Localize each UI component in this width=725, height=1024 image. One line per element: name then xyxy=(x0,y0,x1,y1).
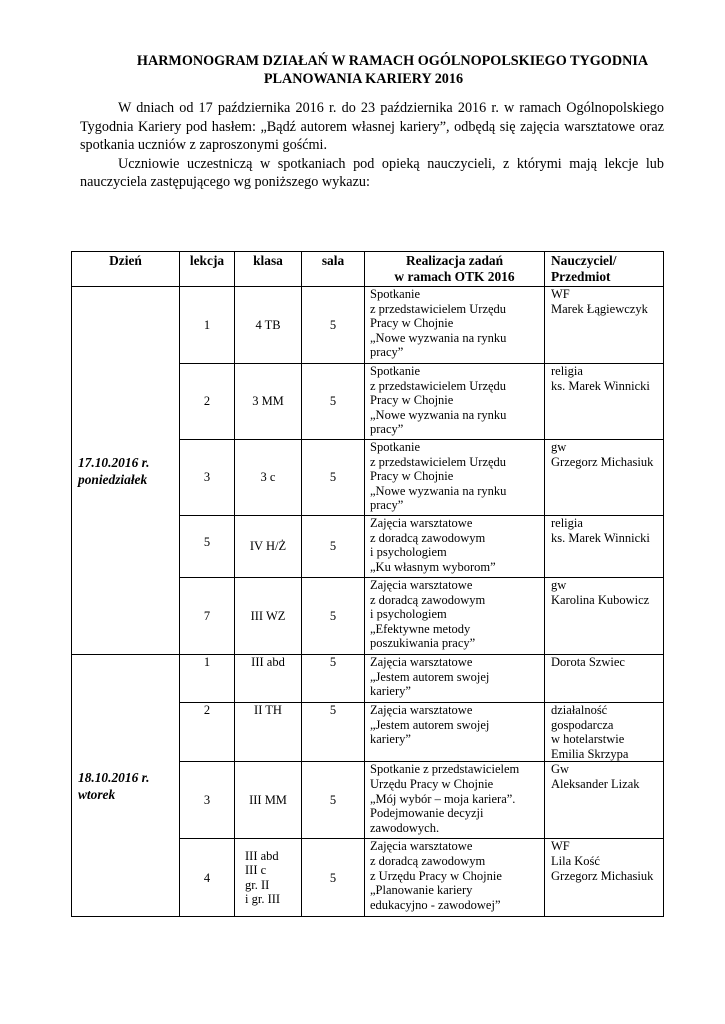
intro-paragraph-2: Uczniowie uczestniczą w spotkaniach pod opieką nauczycieli, z którymi mają lekcje lub nauczyciela zastępującego wg poniższego wykazu: xyxy=(80,155,664,190)
task-cell: Spotkanie z przedstawicielem Urzędu Pracy w Chojnie „Nowe wyzwania na rynku pracy” xyxy=(365,364,545,440)
task-cell: Zajęcia warsztatowe „Jestem autorem swojej kariery” xyxy=(365,703,545,762)
lesson-cell: 2 xyxy=(180,364,235,440)
class-cell: III abd III c gr. II i gr. III xyxy=(235,839,302,917)
header-day: Dzień xyxy=(72,252,180,287)
schedule-table xyxy=(71,251,664,917)
teacher-cell: WF Marek Łągiewczyk xyxy=(545,287,664,364)
class-cell: III MM xyxy=(235,762,302,839)
lesson-cell: 3 xyxy=(180,440,235,516)
lesson-cell: 1 xyxy=(180,287,235,364)
teacher-cell: WF Lila Kość Grzegorz Michasiuk xyxy=(545,839,664,917)
teacher-cell: gw Karolina Kubowicz xyxy=(545,578,664,655)
room-cell: 5 xyxy=(302,703,365,762)
class-cell: II TH xyxy=(235,703,302,762)
class-cell: IV H/Ż xyxy=(235,516,302,578)
room-cell: 5 xyxy=(302,578,365,655)
teacher-cell: Gw Aleksander Lizak xyxy=(545,762,664,839)
class-cell: 4 TB xyxy=(235,287,302,364)
header-room: sala xyxy=(302,252,365,287)
task-cell: Spotkanie z przedstawicielem Urzędu Pracy w Chojnie „Mój wybór – moja kariera”. Podejmowanie decyzji zawodowych. xyxy=(365,762,545,839)
teacher-cell: Dorota Szwiec xyxy=(545,655,664,703)
day-cell: 18.10.2016 r. wtorek xyxy=(72,655,180,917)
table-row xyxy=(72,655,664,703)
class-cell: 3 MM xyxy=(235,364,302,440)
room-cell: 5 xyxy=(302,762,365,839)
lesson-cell: 5 xyxy=(180,516,235,578)
lesson-cell: 2 xyxy=(180,703,235,762)
header-task: Realizacja zadań w ramach OTK 2016 xyxy=(365,252,545,287)
teacher-cell: religia ks. Marek Winnicki xyxy=(545,364,664,440)
task-cell: Zajęcia warsztatowe „Jestem autorem swojej kariery” xyxy=(365,655,545,703)
task-cell: Spotkanie z przedstawicielem Urzędu Pracy w Chojnie „Nowe wyzwania na rynku pracy” xyxy=(365,287,545,364)
table-header-row xyxy=(72,252,664,287)
document-title xyxy=(0,52,725,88)
room-cell: 5 xyxy=(302,440,365,516)
lesson-cell: 4 xyxy=(180,839,235,917)
task-cell: Spotkanie z przedstawicielem Urzędu Pracy w Chojnie „Nowe wyzwania na rynku pracy” xyxy=(365,440,545,516)
room-cell: 5 xyxy=(302,364,365,440)
lesson-cell: 1 xyxy=(180,655,235,703)
intro-paragraph-1: W dniach od 17 października 2016 r. do 23 października 2016 r. w ramach Ogólnopolskiego Tygodnia Kariery pod hasłem: „Bądź autorem własnej kariery”, odbędą się zajęcia warsztatowe oraz spotkania uczniów z zaproszonymi gośćmi. xyxy=(80,100,664,153)
room-cell: 5 xyxy=(302,287,365,364)
header-teacher: Nauczyciel/ Przedmiot xyxy=(545,252,664,287)
lesson-cell: 3 xyxy=(180,762,235,839)
room-cell: 5 xyxy=(302,839,365,917)
intro-text xyxy=(80,99,664,192)
teacher-cell: działalność gospodarcza w hotelarstwie Emilia Skrzypa xyxy=(545,703,664,762)
task-cell: Zajęcia warsztatowe z doradcą zawodowym z Urzędu Pracy w Chojnie „Planowanie kariery edukacyjno - zawodowej” xyxy=(365,839,545,917)
teacher-cell: gw Grzegorz Michasiuk xyxy=(545,440,664,516)
room-cell: 5 xyxy=(302,655,365,703)
header-lesson: lekcja xyxy=(180,252,235,287)
class-cell: III WZ xyxy=(235,578,302,655)
task-cell: Zajęcia warsztatowe z doradcą zawodowym i psychologiem „Ku własnym wyborom” xyxy=(365,516,545,578)
lesson-cell: 7 xyxy=(180,578,235,655)
class-cell: III abd xyxy=(235,655,302,703)
title-line-1: HARMONOGRAM DZIAŁAŃ W RAMACH OGÓLNOPOLSKIEGO TYGODNIA xyxy=(136,53,649,69)
teacher-cell: religia ks. Marek Winnicki xyxy=(545,516,664,578)
day-cell: 17.10.2016 r. poniedziałek xyxy=(72,287,180,655)
class-cell: 3 c xyxy=(235,440,302,516)
task-cell: Zajęcia warsztatowe z doradcą zawodowym i psychologiem „Efektywne metody poszukiwania pracy” xyxy=(365,578,545,655)
table-row xyxy=(72,287,664,364)
title-line-2: PLANOWANIA KARIERY 2016 xyxy=(263,71,464,87)
header-class: klasa xyxy=(235,252,302,287)
room-cell: 5 xyxy=(302,516,365,578)
